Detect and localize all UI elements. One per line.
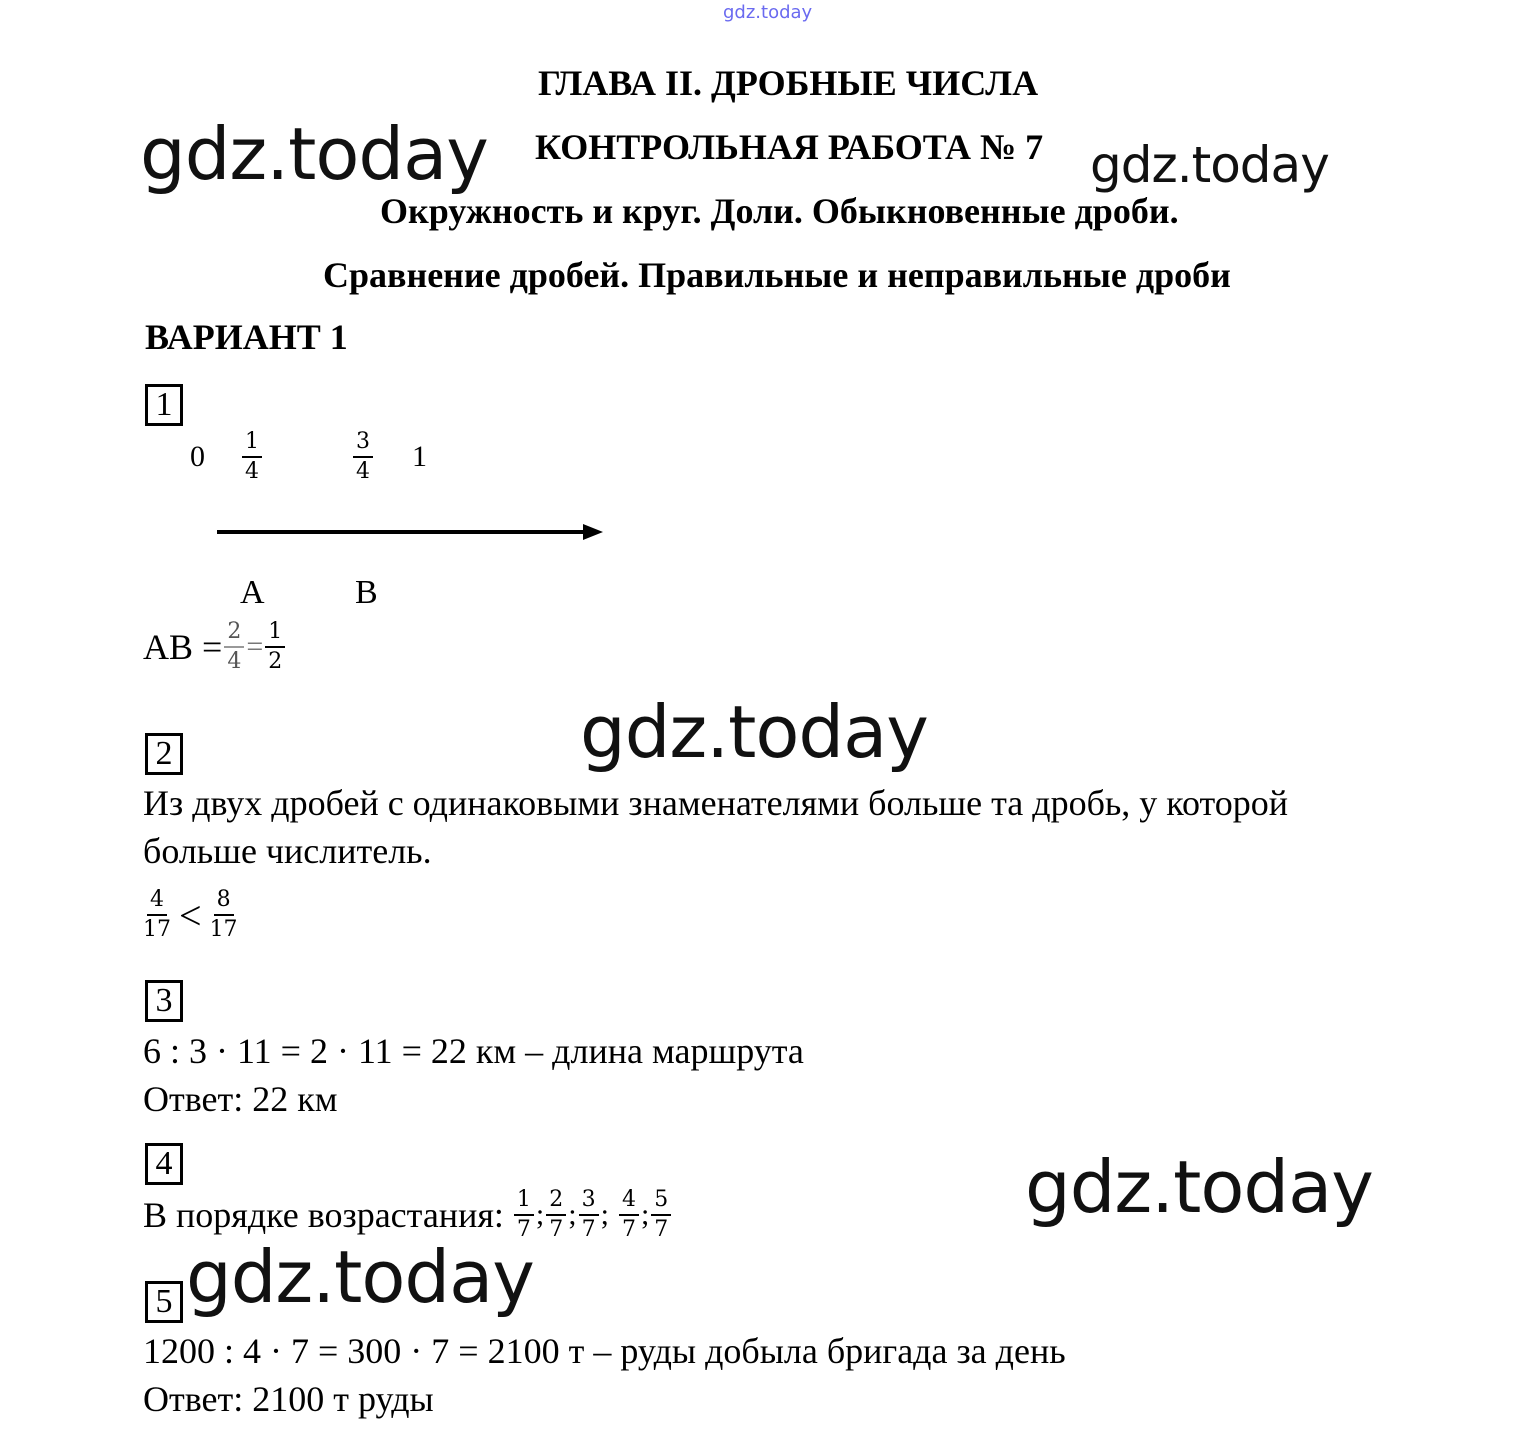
task3-solution: 6 : 3 · 11 = 2 · 11 = 22 км – длина маршрута (143, 1031, 804, 1071)
watermark-5: gdz.today (186, 1235, 534, 1319)
variant-title: ВАРИАНТ 1 (145, 317, 348, 357)
topic-line-2: Сравнение дробей. Правильные и неправильные дроби (323, 255, 1231, 295)
task-number-4: 4 (145, 1143, 183, 1185)
watermark-2: gdz.today (1090, 136, 1329, 194)
number-line-arrow (215, 520, 605, 544)
task3-answer: Ответ: 22 км (143, 1079, 338, 1119)
watermark-3: gdz.today (580, 690, 928, 774)
task-number-2: 2 (145, 733, 183, 775)
task2-comparison: $\frac{4}{17}$ < $\frac{8}{17}$ (143, 887, 238, 943)
test-title: КОНТРОЛЬНАЯ РАБОТА № 7 (535, 127, 1044, 167)
label-one: 1 (412, 440, 427, 473)
task2-text-line-1: Из двух дробей с одинаковыми знаменателями больше та дробь, у которой (143, 783, 1289, 823)
task5-answer: Ответ: 2100 т руды (143, 1379, 434, 1419)
fraction-three-quarters: $\frac{3}{4}$ (351, 430, 375, 484)
task-number-5: 5 (145, 1281, 183, 1323)
task-number-1: 1 (145, 384, 183, 426)
ab-equation: AB = $\frac{2}{4}$ = $\frac{1}{2}$ (143, 620, 287, 674)
task5-solution: 1200 : 4 · 7 = 300 · 7 = 2100 т – руды добыла бригада за день (143, 1331, 1066, 1371)
topic-line-1: Окружность и круг. Доли. Обыкновенные дроби. (380, 191, 1179, 231)
task-number-3: 3 (145, 980, 183, 1022)
chapter-title: ГЛАВА II. ДРОБНЫЕ ЧИСЛА (538, 63, 1039, 103)
watermark-4: gdz.today (1025, 1145, 1373, 1229)
task2-text-line-2: больше числитель. (143, 831, 432, 871)
label-zero: 0 (190, 440, 205, 473)
watermark-1: gdz.today (140, 112, 488, 196)
point-a-label: A (240, 574, 265, 611)
point-b-label: B (355, 574, 378, 611)
watermark-small: gdz.today (723, 2, 813, 23)
fraction-one-quarter: $\frac{1}{4}$ (240, 430, 264, 484)
task4-solution: В порядке возрастания: $\frac{1}{7}$ ; $\frac{2}{7}$ ; $\frac{3}{7}$ ; $\frac{4}{7}$ ; $\frac{5}{7}$ (143, 1188, 673, 1242)
